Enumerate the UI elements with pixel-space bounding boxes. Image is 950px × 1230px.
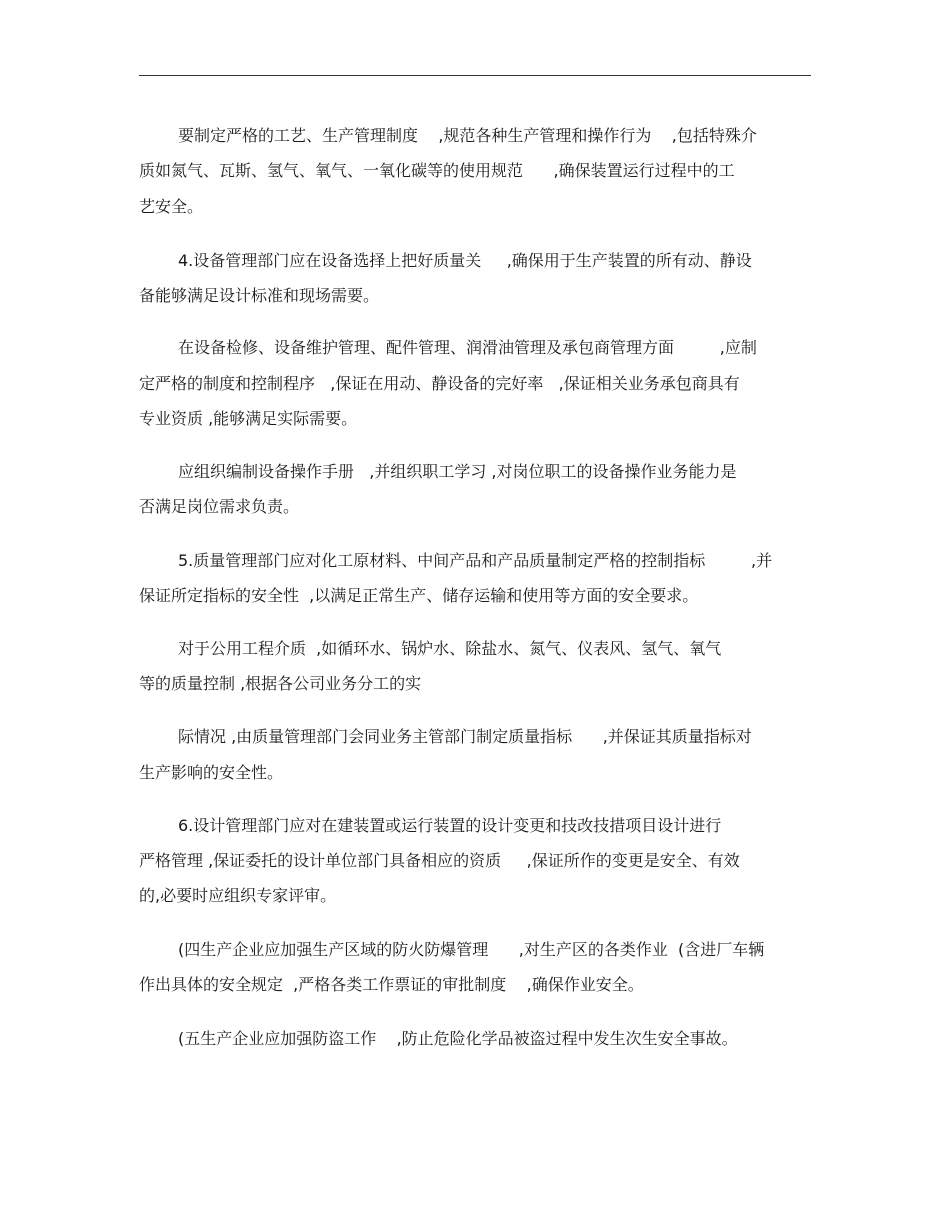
- paragraph-line: 6.设计管理部门应对在建装置或运行装置的设计变更和技改技措项目设计进行: [178, 816, 722, 835]
- paragraph-line: 的,必要时应组织专家评审。: [139, 886, 337, 905]
- paragraph-line: 等的质量控制 ,根据各公司业务分工的实: [139, 674, 422, 693]
- paragraph-line: 备能够满足设计标准和现场需要。: [139, 286, 380, 305]
- paragraph-line: (四生产企业应加强生产区域的防火防爆管理 ,对生产区的各类作业 (含进厂车辆: [178, 940, 765, 959]
- paragraph-line: 保证所定指标的安全性 ,以满足正常生产、储存运输和使用等方面的安全要求。: [139, 586, 699, 605]
- paragraph-line: 质如氮气、瓦斯、氢气、氧气、一氧化碳等的使用规范 ,确保装置运行过程中的工: [139, 161, 735, 180]
- paragraph-line: 际情况 ,由质量管理部门会同业务主管部门制定质量指标 ,并保证其质量指标对: [178, 727, 752, 746]
- paragraph-line: 5.质量管理部门应对化工原材料、中间产品和产品质量制定严格的控制指标 ,并: [178, 551, 773, 570]
- header-rule: [139, 75, 811, 76]
- paragraph-line: (五生产企业应加强防盗工作 ,防止危险化学品被盗过程中发生次生安全事故。: [178, 1029, 738, 1048]
- paragraph-line: 应组织编制设备操作手册 ,并组织职工学习 ,对岗位职工的设备操作业务能力是: [178, 462, 737, 481]
- paragraph-line: 专业资质 ,能够满足实际需要。: [139, 409, 358, 428]
- paragraph-line: 否满足岗位需求负责。: [139, 497, 300, 516]
- paragraph-line: 在设备检修、设备维护管理、配件管理、润滑油管理及承包商管理方面 ,应制: [178, 338, 757, 357]
- paragraph-line: 对于公用工程介质 ,如循环水、锅炉水、除盐水、氮气、仪表风、氢气、氧气: [178, 639, 722, 658]
- paragraph-line: 生产影响的安全性。: [139, 763, 284, 782]
- paragraph-line: 艺安全。: [139, 197, 204, 216]
- paragraph-line: 作出具体的安全规定 ,严格各类工作票证的审批制度 ,确保作业安全。: [139, 975, 644, 994]
- paragraph-line: 严格管理 ,保证委托的设计单位部门具备相应的资质 ,保证所作的变更是安全、有效: [139, 851, 740, 870]
- paragraph-line: 定严格的制度和控制程序 ,保证在用动、静设备的完好率 ,保证相关业务承包商具有: [139, 374, 740, 393]
- paragraph-line: 要制定严格的工艺、生产管理制度 ,规范各种生产管理和操作行为 ,包括特殊介: [178, 126, 757, 145]
- paragraph-line: 4.设备管理部门应在设备选择上把好质量关 ,确保用于生产装置的所有动、静设: [178, 251, 752, 270]
